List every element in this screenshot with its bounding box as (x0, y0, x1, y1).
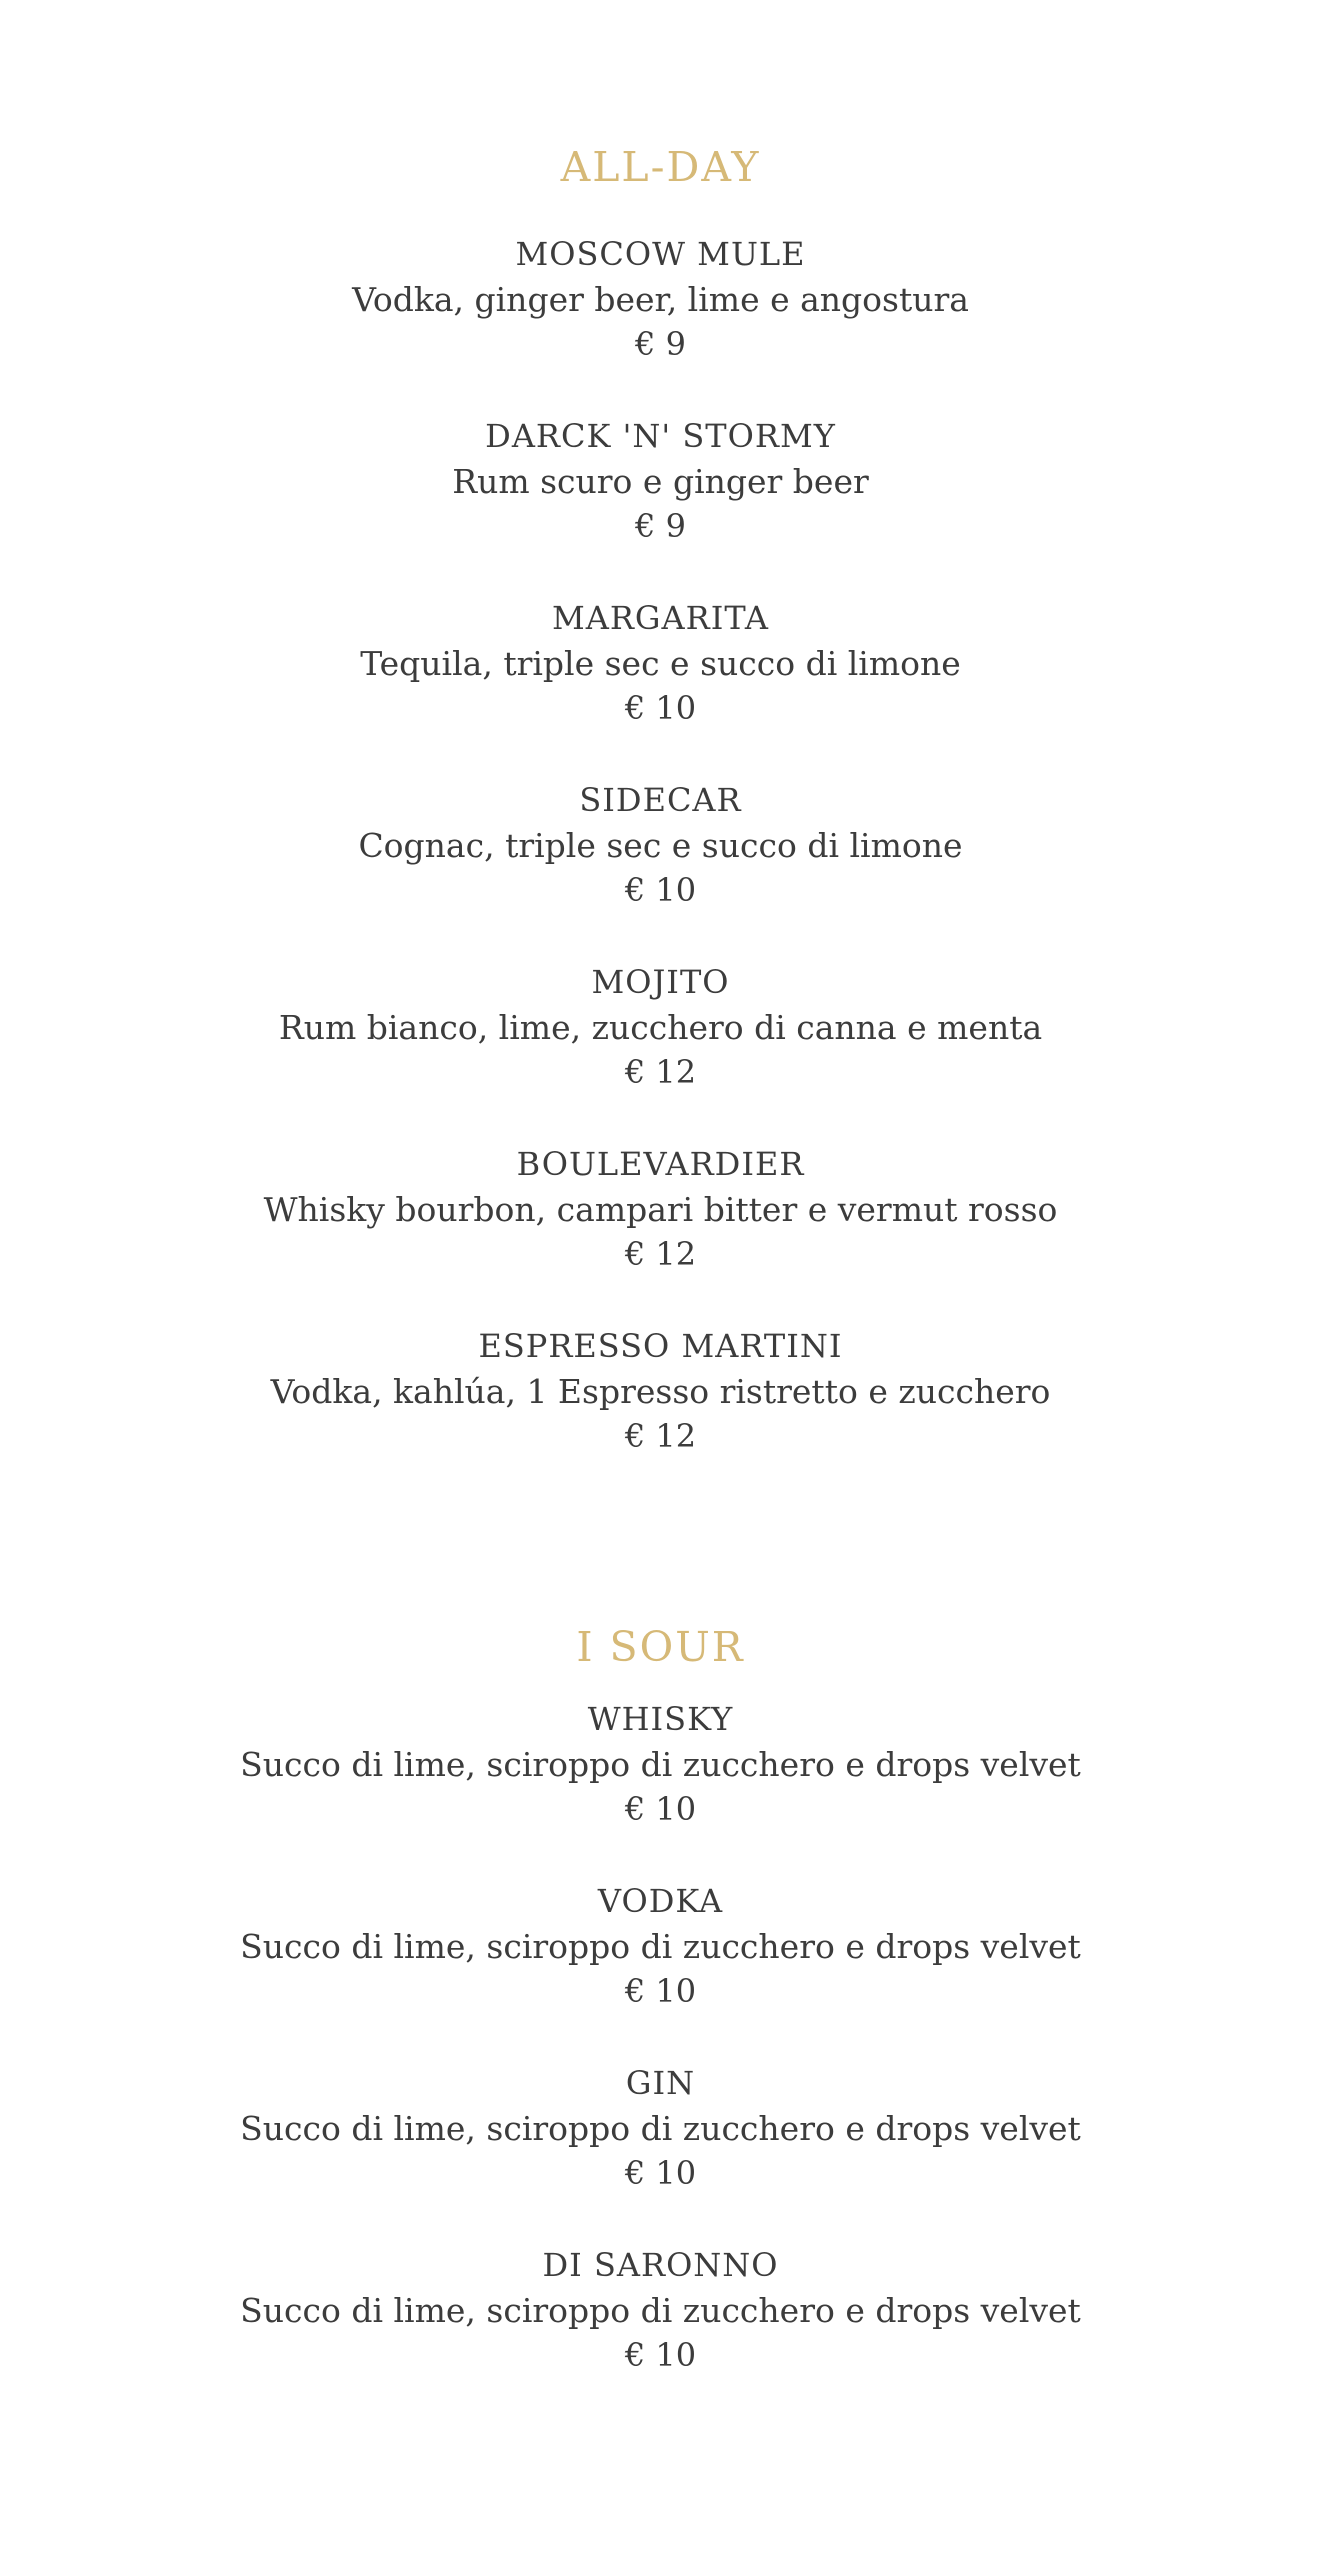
item-description: Rum scuro e ginger beer (452, 462, 869, 501)
menu-item-di-saronno-sour (0, 2243, 1321, 2378)
item-price: € 10 (624, 1972, 697, 2010)
menu-item-moscow-mule (0, 232, 1321, 367)
item-price: € 10 (624, 1790, 697, 1828)
item-price: € 9 (635, 507, 686, 545)
item-name: MOSCOW MULE (515, 235, 806, 273)
item-name: MOJITO (591, 963, 730, 1001)
item-price: € 10 (624, 2336, 697, 2374)
item-name: MARGARITA (551, 599, 770, 637)
item-name: BOULEVARDIER (516, 1145, 805, 1183)
item-description: Tequila, triple sec e succo di limone (360, 644, 961, 683)
item-price: € 10 (624, 2154, 697, 2192)
item-description: Cognac, triple sec e succo di limone (358, 826, 963, 865)
item-name: GIN (625, 2064, 696, 2102)
item-name: WHISKY (587, 1700, 734, 1738)
menu-item-sidecar (0, 778, 1321, 913)
item-name: VODKA (597, 1882, 724, 1920)
item-name: DARCK 'N' STORMY (485, 417, 836, 455)
item-description: Vodka, kahlúa, 1 Espresso ristretto e zucchero (270, 1372, 1051, 1411)
menu-item-whisky-sour (0, 1697, 1321, 1832)
item-description: Rum bianco, lime, zucchero di canna e menta (278, 1008, 1043, 1047)
item-price: € 12 (624, 1417, 697, 1455)
item-price: € 10 (624, 689, 697, 727)
item-description: Succo di lime, sciroppo di zucchero e drops velvet (240, 1927, 1081, 1966)
menu-item-margarita (0, 596, 1321, 731)
item-name: DI SARONNO (542, 2246, 779, 2284)
section-title: I SOUR (576, 1623, 745, 1671)
menu-item-darck-n-stormy (0, 414, 1321, 549)
menu-item-espresso-martini (0, 1324, 1321, 1459)
item-description: Succo di lime, sciroppo di zucchero e drops velvet (240, 1745, 1081, 1784)
menu-item-gin-sour (0, 2061, 1321, 2196)
item-name: SIDECAR (579, 781, 742, 819)
item-price: € 10 (624, 871, 697, 909)
menu-item-mojito (0, 960, 1321, 1095)
item-price: € 12 (624, 1235, 697, 1273)
item-description: Succo di lime, sciroppo di zucchero e drops velvet (240, 2109, 1081, 2148)
menu-item-vodka-sour (0, 1879, 1321, 2014)
item-price: € 9 (635, 325, 686, 363)
item-name: ESPRESSO MARTINI (478, 1327, 843, 1365)
item-description: Vodka, ginger beer, lime e angostura (352, 280, 969, 319)
item-description: Whisky bourbon, campari bitter e vermut rosso (263, 1190, 1058, 1229)
item-price: € 12 (624, 1053, 697, 1091)
menu-item-boulevardier (0, 1142, 1321, 1277)
section-all-day (0, 142, 1321, 1506)
item-description: Succo di lime, sciroppo di zucchero e drops velvet (240, 2291, 1081, 2330)
section-title: ALL-DAY (560, 143, 761, 191)
section-i-sour (0, 1622, 1321, 2425)
